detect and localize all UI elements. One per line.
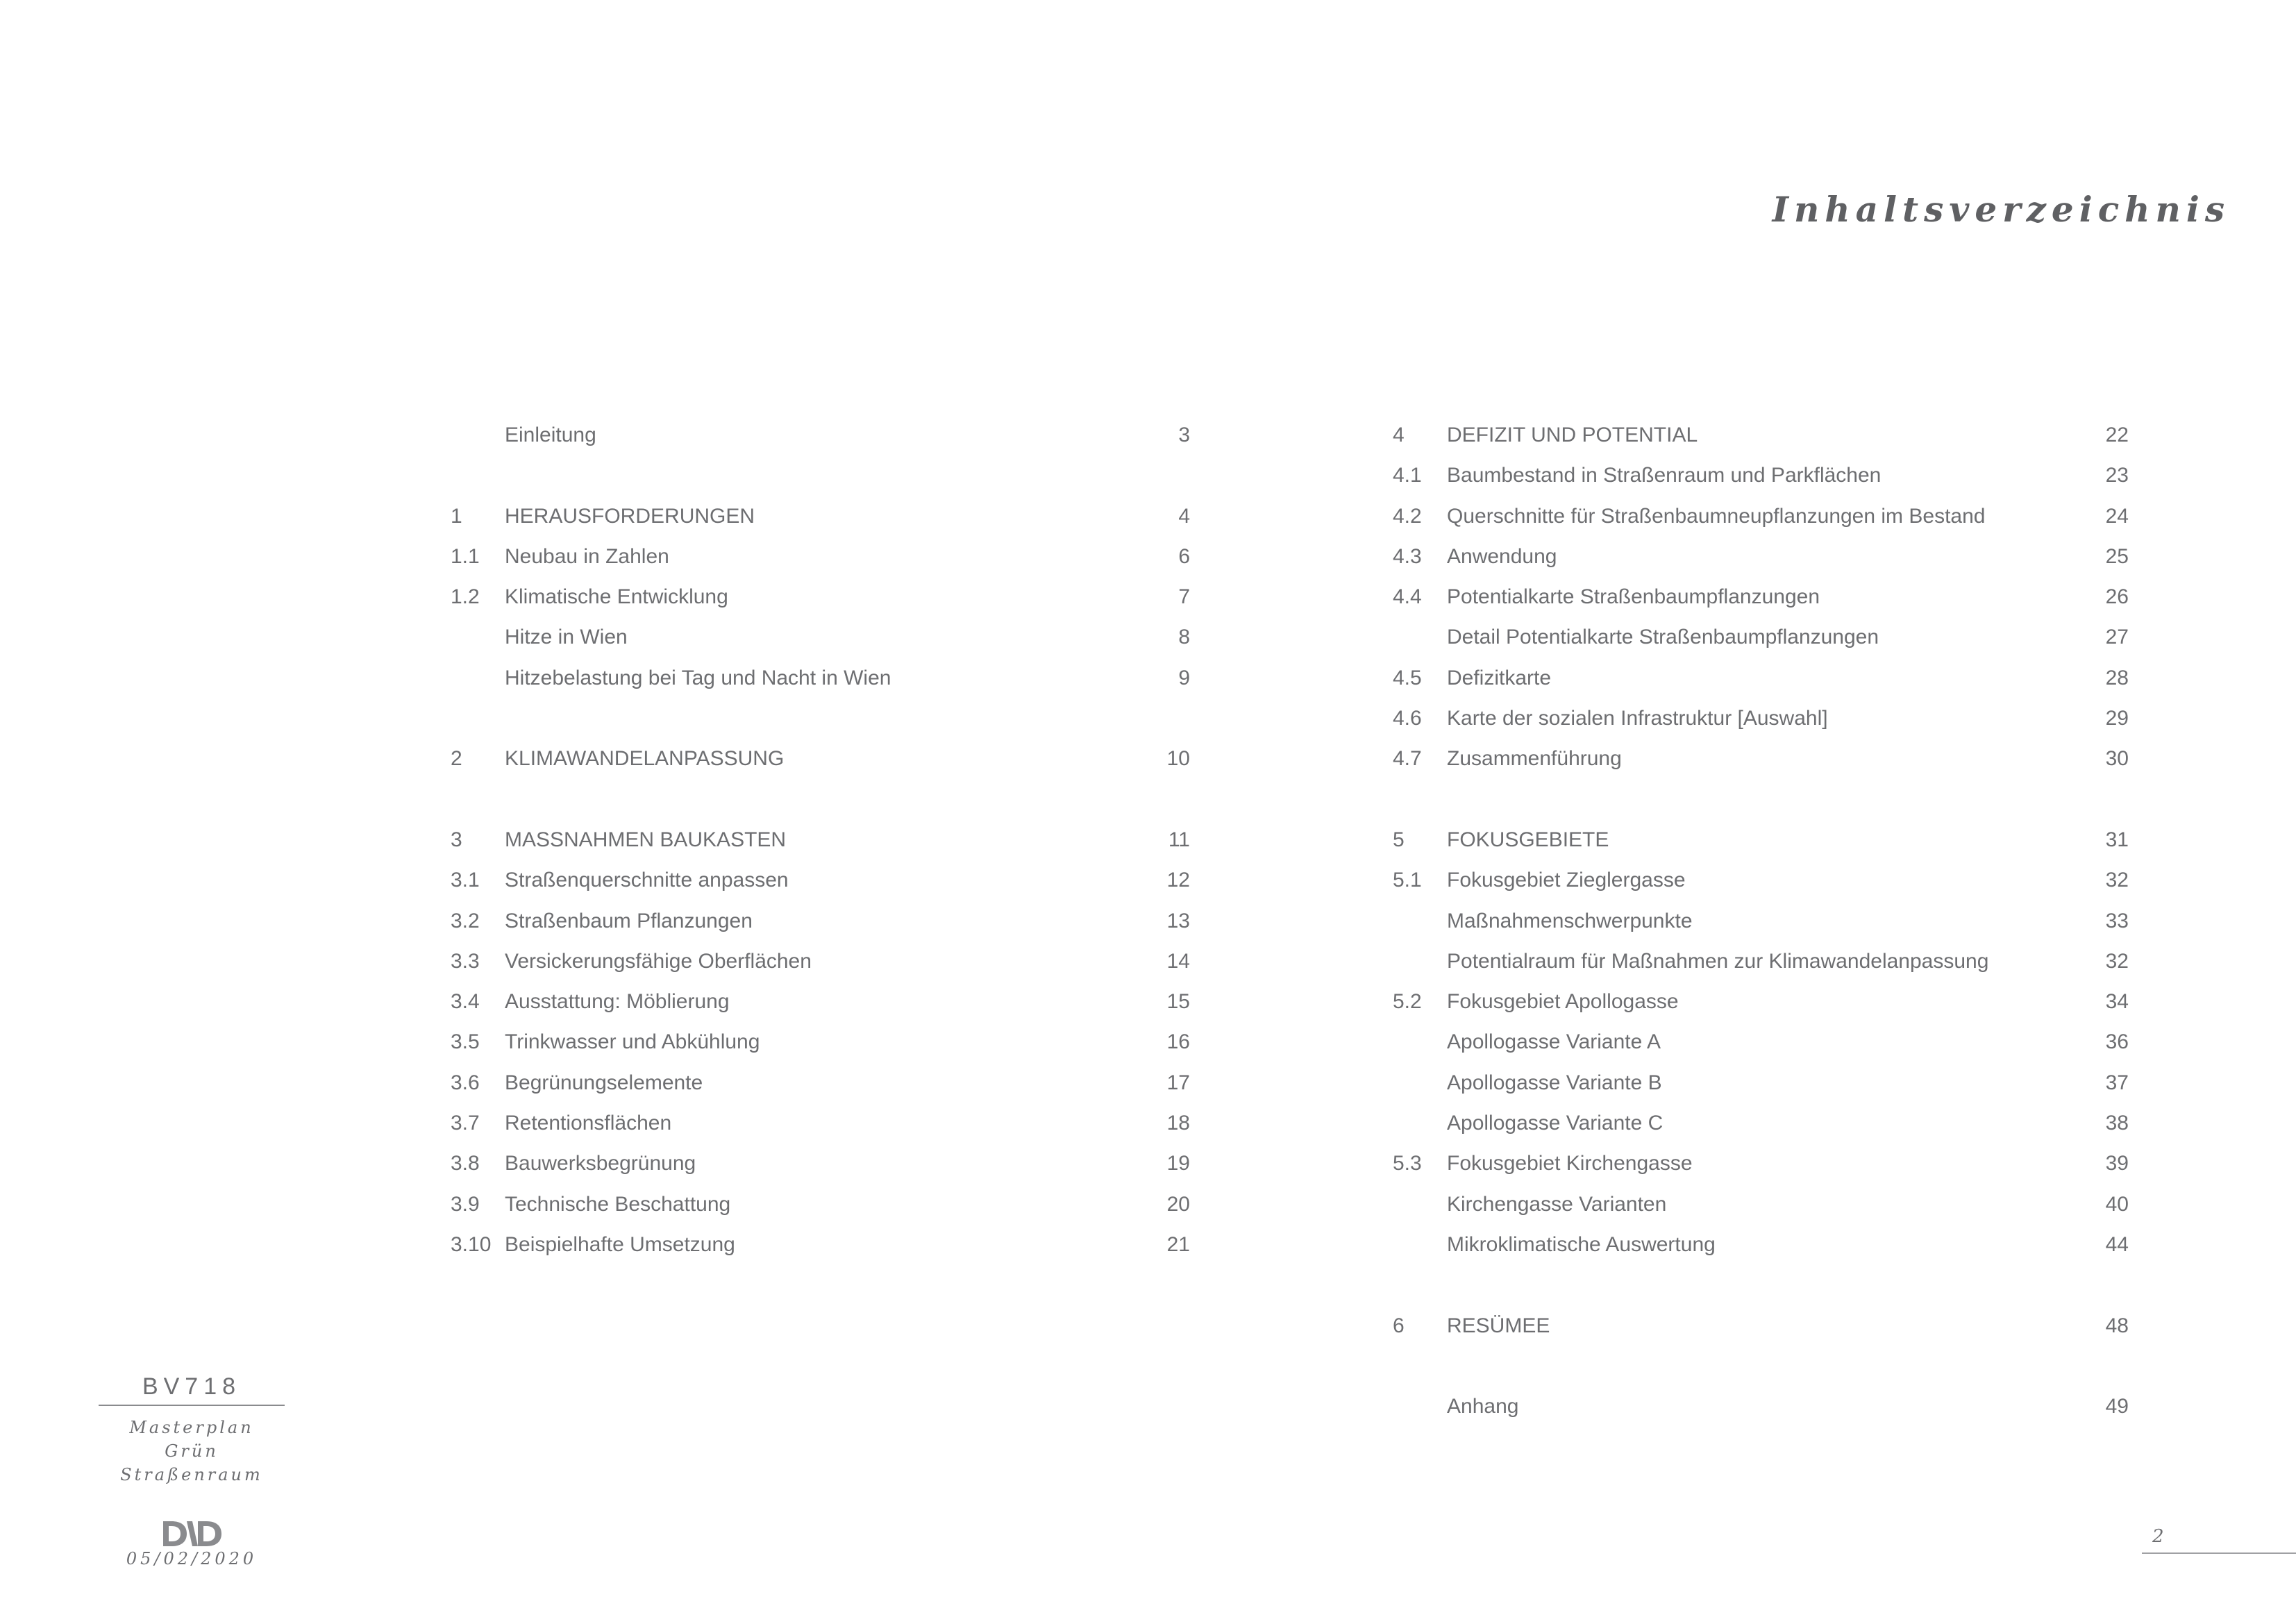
toc-entry-label: Technische Beschattung xyxy=(505,1192,731,1216)
toc-entry[interactable] xyxy=(1393,455,2129,496)
toc-entry[interactable] xyxy=(1393,496,2129,537)
toc-entry-label: Neubau in Zahlen xyxy=(505,544,669,568)
toc-entry-page: 25 xyxy=(2105,544,2129,568)
toc-entry-page: 14 xyxy=(1166,949,1190,973)
toc-entry-label: Detail Potentialkarte Straßenbaumpflanzungen xyxy=(1447,626,1879,649)
toc-entry-label: Querschnitte für Straßenbaumneupflanzungen im Bestand xyxy=(1447,504,1986,528)
toc-entry-number: 5.3 xyxy=(1393,1152,1422,1175)
toc-left-column xyxy=(451,415,1190,1265)
toc-entry[interactable] xyxy=(451,496,1190,537)
toc-entry-page: 40 xyxy=(2105,1192,2129,1216)
toc-entry[interactable] xyxy=(1393,658,2129,698)
toc-entry-page: 12 xyxy=(1166,869,1190,892)
toc-entry[interactable] xyxy=(451,901,1190,941)
toc-entry[interactable] xyxy=(451,1103,1190,1144)
toc-entry-page: 4 xyxy=(1178,504,1190,528)
toc-entry-label: Retentionsflächen xyxy=(505,1112,672,1135)
toc-entry-page: 13 xyxy=(1166,909,1190,932)
toc-entry-number: 3.9 xyxy=(451,1192,480,1216)
toc-entry-page: 28 xyxy=(2105,666,2129,689)
toc-entry[interactable] xyxy=(1393,860,2129,901)
toc-entry-number: 4.3 xyxy=(1393,544,1422,568)
toc-entry-number: 3.7 xyxy=(451,1112,480,1135)
toc-entry-label: Potentialkarte Straßenbaumpflanzungen xyxy=(1447,585,1820,609)
toc-entry-label: Anwendung xyxy=(1447,544,1557,568)
toc-entry-label: Maßnahmenschwerpunkte xyxy=(1447,909,1693,932)
toc-entry[interactable] xyxy=(1393,1063,2129,1103)
toc-entry-label: Straßenquerschnitte anpassen xyxy=(505,869,789,892)
toc-entry-page: 37 xyxy=(2105,1071,2129,1094)
toc-entry-page: 15 xyxy=(1166,990,1190,1014)
toc-entry-page: 16 xyxy=(1166,1030,1190,1054)
toc-entry-number: 5.1 xyxy=(1393,869,1422,892)
toc-entry-page: 11 xyxy=(1168,828,1190,851)
toc-entry-page: 44 xyxy=(2105,1232,2129,1256)
toc-entry-page: 24 xyxy=(2105,504,2129,528)
toc-entry-page: 29 xyxy=(2105,707,2129,730)
project-code: BV718 xyxy=(99,1373,285,1406)
toc-entry-label: Einleitung xyxy=(505,424,596,446)
toc-entry[interactable] xyxy=(1393,415,2129,455)
toc-entry-label: Apollogasse Variante C xyxy=(1447,1112,1664,1135)
toc-entry-label: FOKUSGEBIETE xyxy=(1447,828,1609,851)
toc-entry-number: 3.3 xyxy=(451,949,480,973)
toc-entry[interactable] xyxy=(451,1144,1190,1184)
toc-entry-page: 7 xyxy=(1178,585,1190,609)
toc-entry-label: DEFIZIT UND POTENTIAL xyxy=(1447,424,1698,446)
toc-entry-label: Hitzebelastung bei Tag und Nacht in Wien xyxy=(505,666,891,689)
project-title-line2: Straßenraum xyxy=(120,1465,263,1484)
toc-entry-page: 32 xyxy=(2105,949,2129,973)
toc-entry-number: 1 xyxy=(451,504,462,528)
toc-spacer xyxy=(451,455,1190,496)
toc-entry[interactable] xyxy=(451,860,1190,901)
toc-entry-label: Kirchengasse Varianten xyxy=(1447,1192,1667,1216)
toc-entry-label: Defizitkarte xyxy=(1447,666,1552,689)
toc-entry[interactable] xyxy=(451,1184,1190,1225)
toc-entry-number: 4.6 xyxy=(1393,707,1422,730)
toc-entry-label: RESÜMEE xyxy=(1447,1314,1550,1337)
dnd-logo-icon xyxy=(162,1520,221,1548)
document-sidebar xyxy=(99,1373,285,1568)
toc-entry[interactable] xyxy=(451,617,1190,658)
page-number-footer xyxy=(2142,1526,2296,1554)
toc-spacer xyxy=(1393,1346,2129,1387)
toc-entry[interactable] xyxy=(451,820,1190,860)
toc-entry-number: 4.5 xyxy=(1393,666,1422,689)
toc-entry-number: 3.8 xyxy=(451,1152,480,1175)
toc-entry-page: 36 xyxy=(2105,1030,2129,1054)
toc-entry-number: 3.2 xyxy=(451,909,480,932)
toc-entry-label: Apollogasse Variante B xyxy=(1447,1071,1662,1094)
toc-entry-number: 3.4 xyxy=(451,990,480,1014)
toc-entry[interactable] xyxy=(451,739,1190,779)
toc-entry-label: Versickerungsfähige Oberflächen xyxy=(505,949,812,973)
toc-entry-label: Klimatische Entwicklung xyxy=(505,585,728,609)
toc-entry-label: Fokusgebiet Kirchengasse xyxy=(1447,1152,1693,1175)
toc-entry[interactable] xyxy=(1393,617,2129,658)
toc-entry-page: 26 xyxy=(2105,585,2129,609)
toc-entry-number: 2 xyxy=(451,747,462,771)
toc-entry-number: 6 xyxy=(1393,1314,1405,1337)
toc-entry[interactable] xyxy=(1393,1184,2129,1225)
toc-entry-label: Ausstattung: Möblierung xyxy=(505,990,730,1014)
toc-entry-label: Potentialraum für Maßnahmen zur Klimawandelanpassung xyxy=(1447,949,1989,973)
toc-entry[interactable] xyxy=(1393,577,2129,617)
toc-entry-page: 9 xyxy=(1178,666,1190,689)
toc-entry-number: 4 xyxy=(1393,424,1405,446)
toc-entry-page: 34 xyxy=(2105,990,2129,1014)
toc-entry[interactable] xyxy=(451,941,1190,982)
toc-entry-page: 22 xyxy=(2105,424,2129,446)
toc-entry[interactable] xyxy=(1393,901,2129,941)
toc-entry-page: 18 xyxy=(1166,1112,1190,1135)
toc-entry-label: Trinkwasser und Abkühlung xyxy=(505,1030,760,1054)
toc-entry-page: 8 xyxy=(1178,626,1190,649)
toc-entry[interactable] xyxy=(451,537,1190,577)
toc-entry-label: Fokusgebiet Apollogasse xyxy=(1447,990,1679,1014)
toc-entry-page: 20 xyxy=(1166,1192,1190,1216)
page-number: 2 xyxy=(2152,1526,2164,1547)
toc-entry[interactable] xyxy=(451,658,1190,698)
toc-entry-page: 3 xyxy=(1178,424,1190,446)
toc-entry-number: 3.10 xyxy=(451,1232,492,1256)
toc-entry-page: 6 xyxy=(1178,544,1190,568)
toc-entry-label: Straßenbaum Pflanzungen xyxy=(505,909,753,932)
toc-entry-page: 33 xyxy=(2105,909,2129,932)
toc-entry-page: 30 xyxy=(2105,747,2129,771)
toc-entry-label: Fokusgebiet Zieglergasse xyxy=(1447,869,1686,892)
toc-entry-label: HERAUSFORDERUNGEN xyxy=(505,504,755,528)
toc-entry-page: 32 xyxy=(2105,869,2129,892)
toc-entry-number: 1.1 xyxy=(451,544,480,568)
toc-spacer xyxy=(451,780,1190,820)
toc-entry[interactable] xyxy=(1393,941,2129,982)
toc-entry-number: 3.1 xyxy=(451,869,480,892)
toc-entry-label: Mikroklimatische Auswertung xyxy=(1447,1232,1716,1256)
toc-entry[interactable] xyxy=(1393,739,2129,779)
toc-entry[interactable] xyxy=(451,1022,1190,1062)
toc-entry[interactable] xyxy=(451,1063,1190,1103)
toc-entry-number: 3.6 xyxy=(451,1071,480,1094)
toc-spacer xyxy=(1393,1265,2129,1305)
toc-entry-label: Karte der sozialen Infrastruktur [Auswahl] xyxy=(1447,707,1828,730)
toc-entry-label: Baumbestand in Straßenraum und Parkflächen xyxy=(1447,464,1882,487)
toc-entry-label: Zusammenführung xyxy=(1447,747,1622,771)
toc-entry[interactable] xyxy=(1393,1103,2129,1144)
toc-entry-label: Apollogasse Variante A xyxy=(1447,1030,1661,1054)
toc-entry-page: 49 xyxy=(2105,1395,2129,1418)
toc-entry[interactable] xyxy=(1393,1387,2129,1427)
toc-entry-label: Begrünungselemente xyxy=(505,1071,703,1094)
toc-entry-page: 48 xyxy=(2105,1314,2129,1337)
toc-entry-number: 4.4 xyxy=(1393,585,1422,609)
toc-entry-label: Hitze in Wien xyxy=(505,626,628,649)
toc-entry-number: 3 xyxy=(451,828,462,851)
project-title-line1: Masterplan Grün xyxy=(129,1418,254,1461)
toc-entry[interactable] xyxy=(1393,1022,2129,1062)
toc-entry-page: 23 xyxy=(2105,464,2129,487)
toc-entry-label: Anhang xyxy=(1447,1395,1519,1418)
toc-entry[interactable] xyxy=(451,415,1190,455)
toc-entry-number: 5.2 xyxy=(1393,990,1422,1014)
toc-entry[interactable] xyxy=(451,1225,1190,1265)
project-title xyxy=(99,1416,285,1487)
toc-entry-number: 4.7 xyxy=(1393,747,1422,771)
toc-entry-label: Bauwerksbegrünung xyxy=(505,1152,696,1175)
toc-entry[interactable] xyxy=(451,982,1190,1022)
toc-entry-page: 21 xyxy=(1166,1232,1190,1256)
toc-entry-number: 4.1 xyxy=(1393,464,1422,487)
toc-entry[interactable] xyxy=(1393,537,2129,577)
toc-entry-page: 39 xyxy=(2105,1152,2129,1175)
toc-entry[interactable] xyxy=(1393,1225,2129,1265)
toc-spacer xyxy=(451,698,1190,739)
toc-entry[interactable] xyxy=(1393,1144,2129,1184)
toc-entry[interactable] xyxy=(1393,698,2129,739)
toc-entry[interactable] xyxy=(1393,820,2129,860)
toc-entry-label: KLIMAWANDELANPASSUNG xyxy=(505,747,785,771)
document-date: 05/02/2020 xyxy=(126,1549,258,1568)
toc-entry-page: 31 xyxy=(2105,828,2129,851)
toc-entry-number: 4.2 xyxy=(1393,504,1422,528)
toc-entry-page: 19 xyxy=(1166,1152,1190,1175)
toc-entry[interactable] xyxy=(1393,1306,2129,1346)
toc-entry-number: 1.2 xyxy=(451,585,480,609)
toc-spacer xyxy=(1393,780,2129,820)
toc-entry-number: 5 xyxy=(1393,828,1405,851)
toc-entry-page: 17 xyxy=(1166,1071,1190,1094)
toc-entry-page: 27 xyxy=(2105,626,2129,649)
toc-entry-page: 38 xyxy=(2105,1112,2129,1135)
toc-entry-label: Beispielhafte Umsetzung xyxy=(505,1232,735,1256)
toc-entry-number: 3.5 xyxy=(451,1030,480,1054)
toc-right-column xyxy=(1393,415,2129,1427)
toc-entry-label: MASSNAHMEN BAUKASTEN xyxy=(505,828,787,851)
page-title: Inhaltsverzeichnis xyxy=(1772,189,2230,230)
toc-entry[interactable] xyxy=(451,577,1190,617)
toc-entry-page: 10 xyxy=(1166,747,1190,771)
toc-entry[interactable] xyxy=(1393,982,2129,1022)
